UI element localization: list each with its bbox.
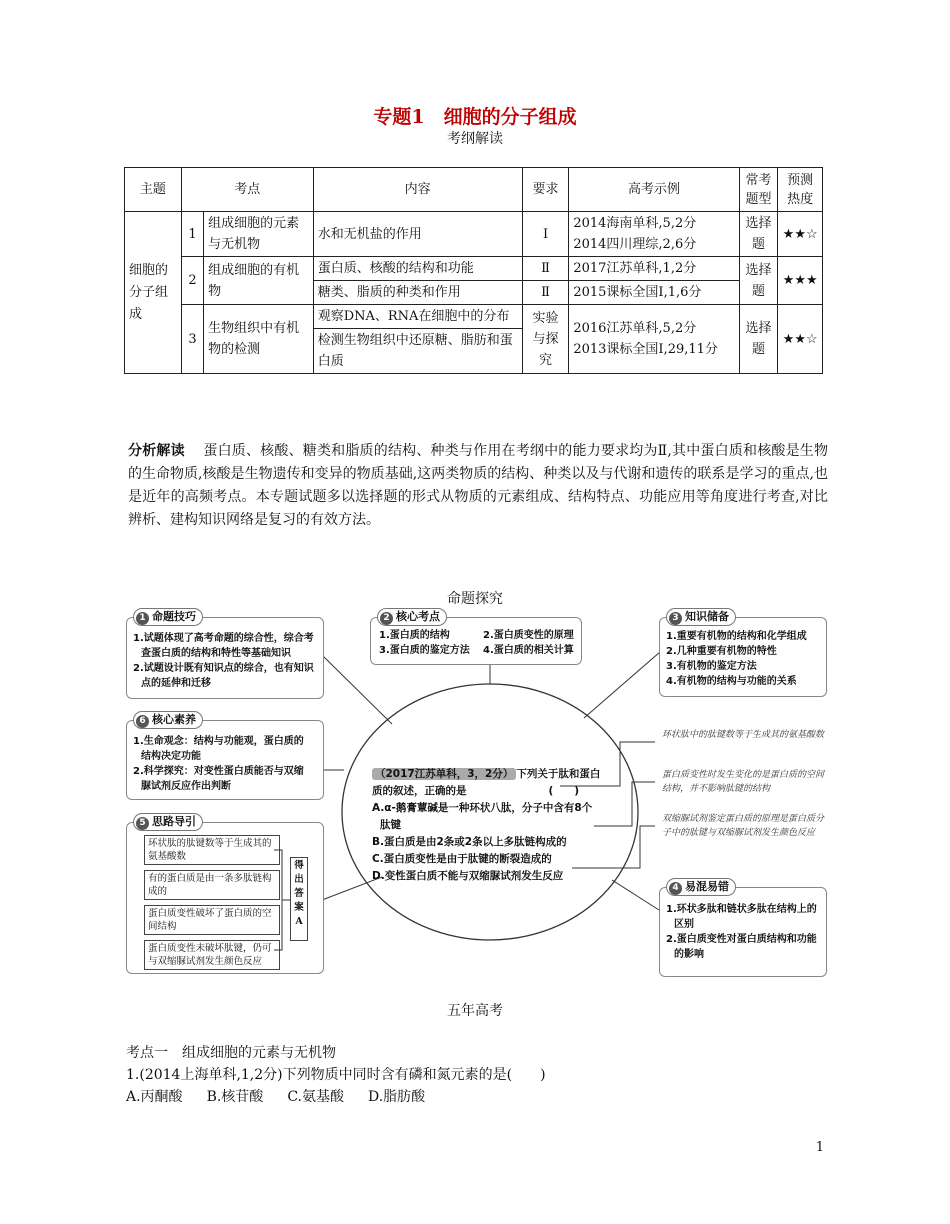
steps-bracket xyxy=(272,835,292,965)
th-content: 内容 xyxy=(313,168,522,212)
question-1-options xyxy=(126,1086,425,1106)
page-number: 1 xyxy=(815,1140,824,1155)
r2-req2: Ⅱ xyxy=(522,281,569,305)
r2-num: 2 xyxy=(181,257,203,305)
b3-line: 4.有机物的结构与功能的关系 xyxy=(666,676,797,687)
tag-yihun: 4 易混易错 xyxy=(666,878,736,896)
r3-example: 2016江苏单科,5,2分 2013课标全国Ⅰ,29,11分 xyxy=(569,305,739,374)
r1-req: Ⅰ xyxy=(522,212,569,257)
option-a: A.α-鹅膏蕈碱是一种环状八肽，分子中含有8个 xyxy=(372,802,593,814)
box-zhishi-chubei xyxy=(659,610,827,697)
option-d: D.变性蛋白质不能与双缩脲试剂发生反应 xyxy=(372,870,564,882)
tag-suyang: 6 核心素养 xyxy=(133,711,203,729)
b6-line: 脲试剂反应作出判断 xyxy=(141,781,231,792)
b1-line: 1.试题体现了高考命题的综合性，综合考 xyxy=(133,633,314,644)
r1-example: 2014海南单科,5,2分 2014四川理综,2,6分 xyxy=(569,212,739,257)
tag-mingti: 1 命题技巧 xyxy=(133,608,203,626)
option-a-2: 肽键 xyxy=(380,819,401,831)
b4-line: 1.环状多肽和链状多肽在结构上的 xyxy=(666,904,817,915)
r2-point: 组成细胞的有机物 xyxy=(204,257,314,305)
r3-point: 生物组织中有机物的检测 xyxy=(204,305,314,374)
tag-silu: 5 思路导引 xyxy=(133,813,203,831)
option: A.丙酮酸 xyxy=(126,1089,183,1105)
page-title: 专题1 细胞的分子组成 xyxy=(373,106,577,128)
th-req: 要求 xyxy=(522,168,569,212)
b6-line: 2.科学探究：对变性蛋白质能否与双缩 xyxy=(133,766,304,777)
box-mingti-jiqiao xyxy=(126,610,324,699)
b4-line: 的影响 xyxy=(674,949,704,960)
question-1: 1.(2014上海单科,1,2分)下列物质中同时含有磷和氮元素的是( ) xyxy=(126,1067,546,1083)
r3-hot: ★★☆ xyxy=(778,305,823,374)
b2-item: 2.蛋白质变性的原理 xyxy=(483,630,574,641)
r2-req1: Ⅱ xyxy=(522,257,569,281)
b4-line: 2.蛋白质变性对蛋白质结构和功能 xyxy=(666,934,817,945)
b1-line: 查蛋白质的结构和特性等基础知识 xyxy=(141,648,291,659)
b3-line: 1.重要有机物的结构和化学组成 xyxy=(666,631,807,642)
b2-item: 4.蛋白质的相关计算 xyxy=(483,645,574,656)
five-years-title: 五年高考 xyxy=(447,1003,503,1019)
analysis-text: 蛋白质、核酸、糖类和脂质的结构、种类与作用在考纲中的能力要求均为Ⅱ,其中蛋白质和核酸是生物的生命物质,核酸是生物遗传和变异的物质基础,这两类物质的结构、种类以及与代谢和遗传的联系是学习的重点,也是近年的高频考点。本专题试题多以选择题的形式从物质的元素组成、结构特点、功能应用等角度进行考查,对比辨析、建构知识网络是复习的有效方法。 xyxy=(128,443,829,528)
b2-item: 3.蛋白质的鉴定方法 xyxy=(379,645,470,656)
b6-line: 1.生命观念：结构与功能观，蛋白质的 xyxy=(133,736,304,747)
b1-line: 2.试题设计既有知识点的综合，也有知识 xyxy=(133,663,314,674)
th-example: 高考示例 xyxy=(569,168,739,212)
r2-example1: 2017江苏单科,1,2分 xyxy=(569,257,739,281)
r1-content: 水和无机盐的作用 xyxy=(313,212,522,257)
b3-line: 2.几种重要有机物的特性 xyxy=(666,646,777,657)
question-stem-2: 质的叙述，正确的是 xyxy=(372,785,467,797)
question-source: （2017江苏单科，3，2分） xyxy=(372,768,516,780)
r2-content2: 糖类、脂质的种类和作用 xyxy=(313,281,522,305)
box-yihun-yicuo xyxy=(659,880,827,977)
line-b3 xyxy=(584,652,660,718)
subtitle: 考纲解读 xyxy=(447,131,503,147)
option: C.氨基酸 xyxy=(287,1089,344,1105)
r1-type: 选择题 xyxy=(739,212,778,257)
center-question xyxy=(372,766,622,885)
b2-item: 1.蛋白质的结构 xyxy=(379,630,450,641)
kaodian-1: 考点一 组成细胞的元素与无机物 xyxy=(126,1045,336,1061)
r3-content1: 观察DNA、RNA在细胞中的分布 xyxy=(313,305,522,329)
b1-line: 点的延伸和迁移 xyxy=(141,678,211,689)
line-b1 xyxy=(322,655,392,724)
r2-type: 选择题 xyxy=(739,257,778,305)
box-hexin-kaodian xyxy=(370,610,582,665)
b3-line: 3.有机物的鉴定方法 xyxy=(666,661,757,672)
th-point: 考点 xyxy=(181,168,313,212)
analysis-label: 分析解读 xyxy=(128,443,185,459)
th-theme: 主题 xyxy=(125,168,182,212)
option: B.核苷酸 xyxy=(206,1089,264,1105)
r1-hot: ★★☆ xyxy=(778,212,823,257)
th-hot: 预测热度 xyxy=(778,168,823,212)
step-4: 蛋白质变性未破坏肽键，仍可与双缩脲试剂发生颜色反应 xyxy=(144,940,280,970)
answer-box: 得出答案A xyxy=(290,857,308,941)
explore-title: 命题探究 xyxy=(447,591,503,607)
r2-content1: 蛋白质、核酸的结构和功能 xyxy=(313,257,522,281)
r3-num: 3 xyxy=(181,305,203,374)
step-1: 环状肽的肽键数等于生成其的氨基酸数 xyxy=(144,835,280,865)
r2-hot: ★★★ xyxy=(778,257,823,305)
tag-zhishi: 3 知识储备 xyxy=(666,608,736,626)
question-stem-1: 下列关于肽和蛋白 xyxy=(516,768,601,780)
r1-point: 组成细胞的元素与无机物 xyxy=(204,212,314,257)
tag-hexin-kaodian: 2 核心考点 xyxy=(377,608,447,626)
r3-content2: 检测生物组织中还原糖、脂肪和蛋白质 xyxy=(313,329,522,374)
r2-example2: 2015课标全国Ⅰ,1,6分 xyxy=(569,281,739,305)
th-type: 常考题型 xyxy=(739,168,778,212)
note-1: 环状肽中的肽键数等于生成其的氨基酸数 xyxy=(662,730,825,740)
option-b: B.蛋白质是由2条或2条以上多肽链构成的 xyxy=(372,836,567,848)
theme-cell: 细胞的分子组成 xyxy=(125,212,182,374)
option: D.脂肪酸 xyxy=(367,1089,426,1105)
r1-num: 1 xyxy=(181,212,203,257)
note-3: 双缩脲试剂鉴定蛋白质的原理是蛋白质分子中的肽键与双缩脲试剂发生颜色反应 xyxy=(662,814,825,838)
b4-line: 区别 xyxy=(674,919,694,930)
note-2: 蛋白质变性时发生变化的是蛋白质的空间结构，并不影响肽键的结构 xyxy=(662,770,825,794)
r3-req: 实验与探究 xyxy=(522,305,569,374)
box-hexin-suyang xyxy=(126,713,324,800)
step-3: 蛋白质变性破坏了蛋白质的空间结构 xyxy=(144,905,280,935)
option-c: C.蛋白质变性是由于肽键的断裂造成的 xyxy=(372,853,552,865)
step-2: 有的蛋白质是由一条多肽链构成的 xyxy=(144,870,280,900)
question-paren: ( ) xyxy=(548,785,580,797)
b6-line: 结构决定功能 xyxy=(141,751,201,762)
r3-type: 选择题 xyxy=(739,305,778,374)
